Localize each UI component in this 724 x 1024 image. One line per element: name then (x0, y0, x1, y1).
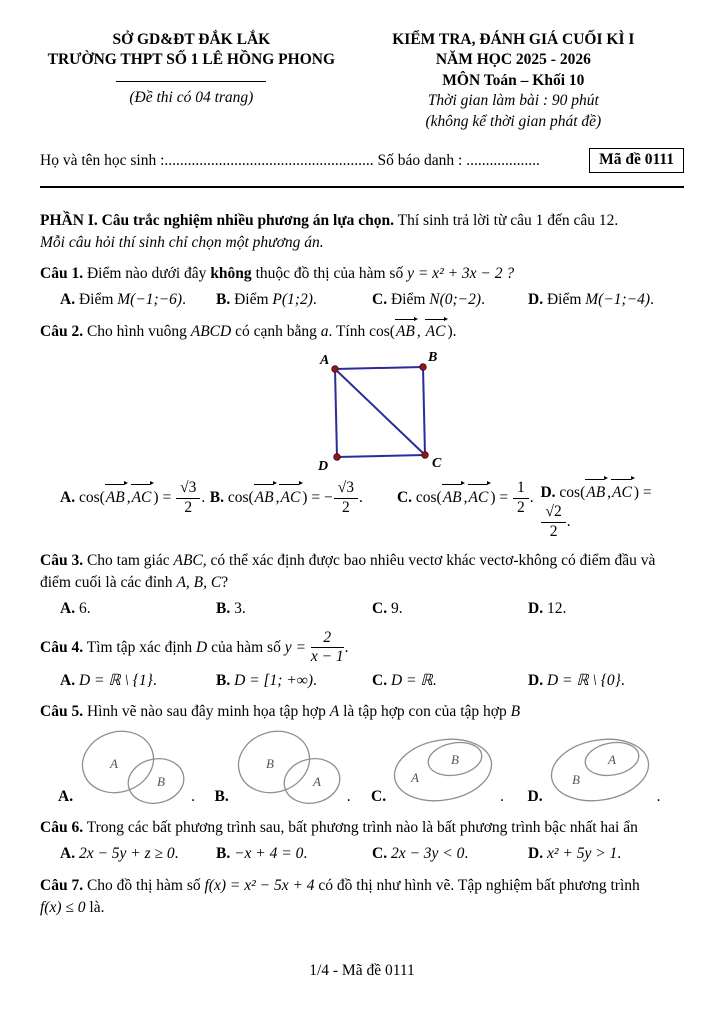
vertex-label-B: B (428, 349, 438, 365)
square-figure-svg (302, 350, 462, 472)
option-period: . (303, 845, 308, 863)
question-1-options (60, 288, 684, 311)
option-b (210, 480, 397, 541)
question-7 (40, 875, 684, 920)
comma: , (126, 488, 131, 506)
option-math: 2x − 5y + z ≥ 0 (78, 845, 175, 863)
venn-small-label: A (607, 751, 616, 767)
option-c (372, 842, 528, 865)
comma: , (416, 323, 421, 341)
question-1-formula: y = x² + 3x − 2 ? (407, 264, 515, 282)
cos-open: cos( (78, 488, 105, 506)
question-7-text2: có đồ thị như hình vẽ. Tập nghiệm bất phương trình (318, 876, 640, 894)
option-period: . (312, 291, 317, 309)
option-letter: A. (60, 488, 76, 506)
question-1-text: Điểm nào dưới đây (86, 264, 207, 282)
vector-AC: AC (131, 485, 154, 509)
question-4-options (60, 669, 684, 692)
question-6-options (60, 842, 684, 865)
part1-heading (40, 210, 684, 232)
venn-big-label: B (265, 755, 274, 771)
header (40, 30, 684, 132)
option-letter: D. (528, 672, 544, 690)
venn-option-c (371, 728, 528, 808)
paren-close: ) (302, 488, 308, 506)
option-period: . (313, 672, 317, 690)
student-name-label: Họ và tên học sinh : (40, 151, 165, 169)
header-separator-line (116, 81, 266, 82)
option-math: x² + 5y > 1 (546, 845, 618, 863)
school-year: NĂM HỌC 2025 - 2026 (435, 51, 591, 69)
part1-heading-bold: PHẦN I. Câu trắc nghiệm nhiều phương án lựa chọn. (40, 212, 395, 230)
question-3-options (60, 597, 684, 620)
option-period: . (201, 488, 206, 506)
option-c (372, 597, 528, 620)
cos-open: cos( (369, 323, 395, 341)
equals: = (162, 488, 172, 506)
page-footer: 1/4 - Mã đề 0111 (309, 962, 415, 979)
header-right (343, 30, 684, 132)
option-c (372, 288, 528, 311)
vector-AC: AC (468, 485, 491, 509)
question-7-label: Câu 7. (40, 876, 84, 894)
vertex-label-D: D (318, 458, 329, 472)
option-letter: D. (528, 600, 544, 618)
question-7-text3: là. (89, 899, 105, 917)
numerator: 2 (311, 630, 344, 649)
question-7-formula2: f(x) ≤ 0 (40, 899, 86, 917)
option-period: . (620, 672, 625, 690)
venn-small-label: B (451, 751, 460, 767)
venn-option-a (58, 728, 215, 808)
option-period: . (241, 600, 246, 618)
option-letter: B. (216, 845, 231, 863)
option-period: . (191, 787, 195, 805)
option-letter: D. (528, 845, 544, 863)
student-info-row (40, 148, 684, 173)
exam-title: KIỂM TRA, ĐÁNH GIÁ CUỐI KÌ I (392, 31, 635, 48)
comma: , (275, 488, 280, 506)
option-period: . (617, 845, 622, 863)
question-1 (40, 263, 684, 285)
candidate-number-label: Số báo danh : (377, 151, 463, 169)
department-name: SỞ GD&ĐT ĐẮK LẮK (112, 31, 271, 48)
fraction (176, 480, 200, 516)
paren-close: ) (447, 323, 453, 341)
option-value: 6 (78, 600, 87, 618)
sign: − (323, 488, 333, 506)
option-d (540, 480, 684, 541)
option-text: Điểm (390, 291, 426, 309)
question-2-options (60, 480, 684, 541)
option-letter: B. (209, 488, 224, 506)
option-d (528, 669, 684, 692)
option-a (60, 669, 216, 692)
question-3 (40, 550, 684, 595)
option-period: . (566, 512, 571, 530)
square-figure (302, 350, 462, 477)
vector-AB: AB (105, 485, 127, 509)
question-5-math: A (329, 703, 340, 721)
option-value: 3 (234, 600, 242, 618)
equals: = (642, 483, 652, 501)
option-letter: C. (372, 672, 388, 690)
option-letter: C. (372, 291, 388, 309)
paren-close: ) (490, 488, 496, 506)
option-period: . (650, 291, 654, 309)
option-letter: A. (60, 845, 76, 863)
fraction (311, 630, 344, 666)
paren-close: ) (153, 488, 159, 506)
equals: = (499, 488, 509, 506)
school-name: TRƯỜNG THPT SỐ 1 LÊ HỒNG PHONG (47, 51, 336, 69)
header-left (40, 30, 343, 132)
fraction (334, 480, 358, 516)
option-math: −x + 4 = 0 (234, 845, 304, 863)
question-5-math2: B (510, 703, 521, 721)
venn-big-label: A (110, 755, 119, 771)
question-3-math2: A, B, C (176, 574, 222, 592)
option-period: . (529, 488, 534, 506)
option-letter: D. (527, 787, 543, 805)
option-period: . (481, 291, 485, 309)
exam-code-box: Mã đề 0111 (589, 148, 684, 173)
vector-AB: AB (585, 480, 607, 504)
venn-big-label: A (411, 769, 420, 785)
option-letter: A. (60, 672, 76, 690)
question-4 (40, 630, 684, 666)
period: . (344, 638, 349, 656)
question-5-diagrams (58, 728, 684, 808)
vector-AC: AC (611, 480, 634, 504)
option-letter: B. (216, 600, 231, 618)
venn-diagram-subset (391, 730, 495, 808)
option-letter: B. (216, 291, 231, 309)
question-2-math: ABCD (190, 323, 232, 341)
question-2-math2: a (320, 323, 329, 341)
subject-grade: MÔN Toán – Khối 10 (442, 71, 585, 89)
numerator: 1 (513, 480, 529, 499)
question-6-label: Câu 6. (40, 818, 84, 836)
option-math: 2x − 3y < 0 (390, 845, 465, 863)
comma: , (463, 488, 468, 506)
option-b (216, 288, 372, 311)
option-math: P(1;2) (272, 291, 313, 309)
cos-open: cos( (227, 488, 254, 506)
distribution-note: (không kể thời gian phát đề) (425, 112, 602, 130)
vertex-label-A: A (320, 352, 330, 368)
option-letter: C. (372, 845, 388, 863)
numerator: √3 (334, 480, 358, 499)
option-letter: A. (60, 600, 76, 618)
option-letter: C. (372, 600, 388, 618)
question-3-text3: ? (221, 574, 229, 592)
option-math: D = [1; +∞) (234, 672, 313, 690)
option-period: . (182, 291, 186, 309)
question-4-formula-pre: y = (284, 638, 306, 656)
option-letter: C. (371, 787, 387, 805)
denominator: 2 (549, 522, 558, 540)
venn-big-label: B (571, 771, 580, 787)
option-a (60, 597, 216, 620)
option-math: N(0;−2) (429, 291, 482, 309)
fraction (513, 480, 529, 516)
cos-open: cos( (415, 488, 442, 506)
option-d (528, 842, 684, 865)
paren-close: ) (633, 483, 640, 501)
question-2-text2: có cạnh bằng (235, 323, 317, 341)
question-5-text: Hình vẽ nào sau đây minh họa tập hợp (86, 703, 326, 721)
question-2-label: Câu 2. (40, 323, 84, 341)
option-math: D = ℝ \ {1} (78, 672, 153, 690)
option-period: . (86, 600, 91, 618)
denominator: 2 (517, 498, 525, 516)
option-d (528, 597, 684, 620)
vector-AC: AC (279, 485, 302, 509)
option-math: D = ℝ \ {0} (546, 672, 621, 690)
denominator: 2 (341, 498, 350, 516)
option-period: . (562, 600, 567, 618)
student-name-dots: ...................................................... (164, 151, 374, 169)
header-rule (40, 186, 684, 188)
question-6 (40, 817, 684, 839)
option-math: D = ℝ (390, 672, 433, 690)
question-3-text2: có thể xác định được bao nhiêu vectơ khác vectơ-không có điểm đầu và điểm cuối là các đỉnh (40, 551, 656, 592)
question-1-text2: thuộc đồ thị của hàm số (255, 264, 404, 282)
option-period: . (346, 787, 351, 805)
option-value: 12 (546, 600, 563, 618)
question-1-label: Câu 1. (40, 264, 84, 282)
option-text: Điểm (78, 291, 114, 309)
part1-heading-rest: Thí sinh trả lời từ câu 1 đến câu 12. (397, 212, 619, 230)
candidate-number-dots: ................... (466, 151, 540, 169)
option-text: Điểm (546, 291, 582, 309)
vertex-label-C: C (432, 455, 442, 471)
vector-AB: AB (395, 320, 417, 343)
numerator: √3 (176, 480, 200, 499)
option-letter: A. (60, 291, 76, 309)
question-1-bold-word: không (210, 264, 252, 282)
venn-diagram-overlap (234, 728, 342, 808)
option-b (216, 669, 372, 692)
denominator: 2 (184, 498, 193, 516)
question-7-formula: f(x) = x² − 5x + 4 (204, 876, 315, 894)
question-4-text: Tìm tập xác định (86, 638, 193, 656)
equals: = (311, 488, 321, 506)
question-3-text: Cho tam giác (86, 551, 170, 569)
venn-diagram-subset (548, 730, 652, 808)
option-letter: A. (58, 787, 74, 805)
option-d (528, 288, 684, 311)
option-letter: D. (540, 483, 556, 501)
duration-note: Thời gian làm bài : 90 phút (427, 92, 599, 110)
pages-note: (Đề thi có 04 trang) (129, 88, 254, 106)
question-3-math: ABC, (173, 551, 207, 569)
venn-small-label: B (157, 773, 166, 789)
option-letter: B. (214, 787, 229, 805)
option-period: . (656, 787, 661, 805)
option-a (60, 288, 216, 311)
vector-AB: AB (442, 485, 464, 509)
venn-option-b (215, 728, 372, 808)
option-b (216, 842, 372, 865)
option-period: . (500, 787, 504, 805)
question-3-label: Câu 3. (40, 551, 84, 569)
option-c (372, 669, 528, 692)
option-period: . (152, 672, 157, 690)
option-text: Điểm (234, 291, 269, 309)
option-period: . (358, 488, 363, 506)
question-5 (40, 701, 684, 723)
student-name-field (40, 152, 581, 170)
question-4-math: D (196, 638, 208, 656)
question-2-text3: . Tính (328, 323, 366, 341)
question-5-label: Câu 5. (40, 703, 84, 721)
venn-diagram-overlap (78, 728, 186, 808)
option-letter: B. (216, 672, 231, 690)
part1-subheading: Mỗi câu hỏi thí sinh chỉ chọn một phương án. (40, 233, 324, 251)
question-6-text: Trong các bất phương trình sau, bất phương trình nào là bất phương trình bậc nhất hai ẩn (86, 818, 638, 836)
venn-option-d (528, 728, 685, 808)
question-5-text2: là tập hợp con của tập hợp (343, 703, 507, 721)
question-7-text: Cho đồ thị hàm số (86, 876, 201, 894)
option-period: . (398, 600, 403, 618)
comma: , (607, 483, 612, 501)
question-4-label: Câu 4. (40, 638, 84, 656)
vector-AC: AC (425, 320, 448, 343)
period: . (452, 323, 457, 341)
option-value: 9 (390, 600, 399, 618)
numerator: √2 (541, 504, 565, 523)
option-period: . (174, 845, 179, 863)
option-b (216, 597, 372, 620)
option-c (397, 480, 541, 541)
denominator: x − 1 (310, 648, 344, 666)
option-period: . (464, 845, 469, 863)
fraction (541, 504, 565, 540)
cos-open: cos( (559, 483, 586, 501)
square-edges (335, 367, 425, 457)
question-4-text2: của hàm số (211, 638, 281, 656)
option-letter: C. (396, 488, 413, 506)
option-math: M(−1;−4) (585, 291, 651, 309)
option-math: M(−1;−6) (117, 291, 183, 309)
option-letter: D. (528, 291, 544, 309)
question-2 (40, 320, 684, 343)
option-period: . (432, 672, 437, 690)
question-2-text: Cho hình vuông (86, 323, 187, 341)
option-a (60, 842, 216, 865)
venn-small-label: A (312, 773, 321, 789)
vector-AB: AB (254, 485, 276, 509)
option-a (60, 480, 210, 541)
